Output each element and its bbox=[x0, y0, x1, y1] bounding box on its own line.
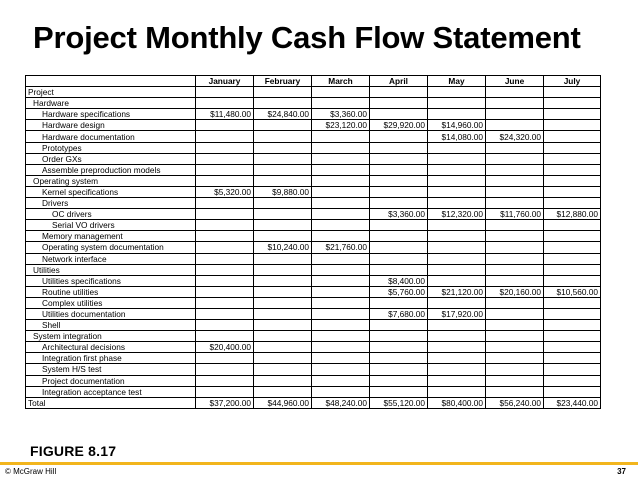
cell-value: $44,960.00 bbox=[254, 397, 312, 408]
cell-value bbox=[428, 153, 486, 164]
cell-value bbox=[254, 386, 312, 397]
cell-value: $48,240.00 bbox=[312, 397, 370, 408]
cell-value bbox=[370, 198, 428, 209]
cell-value bbox=[486, 264, 544, 275]
table-row bbox=[26, 253, 601, 264]
cell-value bbox=[486, 142, 544, 153]
cell-value bbox=[196, 98, 254, 109]
cell-value bbox=[312, 253, 370, 264]
row-label: Kernel specifications bbox=[26, 186, 196, 197]
cell-value: $24,840.00 bbox=[254, 109, 312, 120]
cell-value bbox=[544, 175, 601, 186]
column-header bbox=[26, 76, 196, 87]
cell-value bbox=[254, 231, 312, 242]
row-label: Hardware documentation bbox=[26, 131, 196, 142]
cell-value bbox=[254, 175, 312, 186]
table-row bbox=[26, 87, 601, 98]
cell-value: $14,960.00 bbox=[428, 120, 486, 131]
cell-value bbox=[254, 98, 312, 109]
cash-flow-table bbox=[25, 75, 601, 409]
cell-value bbox=[370, 142, 428, 153]
cell-value bbox=[254, 353, 312, 364]
table-row bbox=[26, 264, 601, 275]
row-label: Shell bbox=[26, 320, 196, 331]
table-row bbox=[26, 220, 601, 231]
cell-value bbox=[196, 286, 254, 297]
cell-value bbox=[312, 131, 370, 142]
cell-value: $24,320.00 bbox=[486, 131, 544, 142]
cell-value bbox=[196, 297, 254, 308]
cell-value bbox=[544, 220, 601, 231]
cell-value bbox=[544, 231, 601, 242]
row-label: Utilities documentation bbox=[26, 308, 196, 319]
cell-value bbox=[254, 286, 312, 297]
cell-value bbox=[196, 220, 254, 231]
cell-value: $7,680.00 bbox=[370, 308, 428, 319]
cell-value bbox=[486, 386, 544, 397]
cell-value bbox=[370, 242, 428, 253]
cell-value: $11,480.00 bbox=[196, 109, 254, 120]
figure-label: FIGURE 8.17 bbox=[30, 443, 117, 459]
cell-value bbox=[544, 264, 601, 275]
table-row bbox=[26, 142, 601, 153]
cell-value bbox=[370, 253, 428, 264]
cell-value bbox=[312, 98, 370, 109]
cell-value: $3,360.00 bbox=[312, 109, 370, 120]
cell-value bbox=[312, 286, 370, 297]
row-label: Hardware specifications bbox=[26, 109, 196, 120]
cell-value bbox=[312, 342, 370, 353]
cell-value bbox=[544, 375, 601, 386]
row-label: Network interface bbox=[26, 253, 196, 264]
table-row bbox=[26, 98, 601, 109]
table-row bbox=[26, 308, 601, 319]
table-row bbox=[26, 364, 601, 375]
cell-value bbox=[254, 308, 312, 319]
cell-value bbox=[486, 275, 544, 286]
cell-value bbox=[312, 264, 370, 275]
cell-value: $11,760.00 bbox=[486, 209, 544, 220]
cell-value: $55,120.00 bbox=[370, 397, 428, 408]
table-row bbox=[26, 186, 601, 197]
cell-value: $17,920.00 bbox=[428, 308, 486, 319]
cell-value bbox=[312, 375, 370, 386]
table-row bbox=[26, 153, 601, 164]
cell-value bbox=[544, 120, 601, 131]
cell-value: $12,880.00 bbox=[544, 209, 601, 220]
page-number: 37 bbox=[617, 467, 626, 476]
footer-accent-bar bbox=[0, 462, 638, 465]
column-header-january: January bbox=[196, 76, 254, 87]
cell-value bbox=[370, 353, 428, 364]
cell-value bbox=[428, 186, 486, 197]
cell-value bbox=[312, 231, 370, 242]
cell-value bbox=[196, 164, 254, 175]
cell-value bbox=[196, 209, 254, 220]
cell-value bbox=[196, 275, 254, 286]
cell-value bbox=[486, 231, 544, 242]
cell-value bbox=[370, 231, 428, 242]
cell-value bbox=[486, 220, 544, 231]
cell-value bbox=[544, 275, 601, 286]
table-row bbox=[26, 297, 601, 308]
cell-value bbox=[544, 98, 601, 109]
column-header-june: June bbox=[486, 76, 544, 87]
cell-value: $5,760.00 bbox=[370, 286, 428, 297]
cell-value bbox=[428, 109, 486, 120]
cell-value bbox=[254, 198, 312, 209]
table-header bbox=[26, 76, 601, 87]
row-label: Total bbox=[26, 397, 196, 408]
cell-value bbox=[428, 220, 486, 231]
row-label: Integration first phase bbox=[26, 353, 196, 364]
cell-value: $23,120.00 bbox=[312, 120, 370, 131]
cell-value bbox=[370, 264, 428, 275]
cell-value bbox=[254, 253, 312, 264]
cell-value bbox=[486, 297, 544, 308]
cell-value bbox=[428, 98, 486, 109]
cell-value bbox=[312, 353, 370, 364]
cell-value bbox=[254, 209, 312, 220]
cell-value: $8,400.00 bbox=[370, 275, 428, 286]
cell-value bbox=[544, 198, 601, 209]
cell-value bbox=[312, 220, 370, 231]
cell-value bbox=[196, 253, 254, 264]
cell-value bbox=[544, 164, 601, 175]
cell-value bbox=[196, 131, 254, 142]
cell-value bbox=[370, 175, 428, 186]
table-row bbox=[26, 397, 601, 408]
table-row bbox=[26, 286, 601, 297]
cell-value bbox=[486, 242, 544, 253]
cell-value bbox=[486, 253, 544, 264]
cell-value: $29,920.00 bbox=[370, 120, 428, 131]
cell-value bbox=[428, 375, 486, 386]
column-header-july: July bbox=[544, 76, 601, 87]
row-label: Order GXs bbox=[26, 153, 196, 164]
table-row bbox=[26, 275, 601, 286]
cell-value bbox=[254, 131, 312, 142]
cell-value bbox=[196, 87, 254, 98]
cell-value bbox=[312, 308, 370, 319]
row-label: Drivers bbox=[26, 198, 196, 209]
cell-value bbox=[544, 297, 601, 308]
cell-value bbox=[312, 164, 370, 175]
cell-value bbox=[312, 142, 370, 153]
cell-value bbox=[486, 120, 544, 131]
row-label: OC drivers bbox=[26, 209, 196, 220]
row-label: Prototypes bbox=[26, 142, 196, 153]
cell-value bbox=[312, 175, 370, 186]
cell-value bbox=[196, 231, 254, 242]
cell-value bbox=[486, 87, 544, 98]
cell-value bbox=[196, 153, 254, 164]
cell-value bbox=[254, 142, 312, 153]
cell-value: $20,400.00 bbox=[196, 342, 254, 353]
cell-value bbox=[428, 275, 486, 286]
table-row bbox=[26, 131, 601, 142]
cell-value bbox=[196, 375, 254, 386]
cell-value bbox=[428, 231, 486, 242]
cell-value bbox=[196, 320, 254, 331]
cell-value bbox=[370, 153, 428, 164]
cell-value bbox=[196, 353, 254, 364]
cell-value bbox=[486, 353, 544, 364]
cell-value bbox=[312, 87, 370, 98]
cell-value bbox=[196, 386, 254, 397]
cell-value bbox=[312, 186, 370, 197]
cell-value bbox=[486, 109, 544, 120]
cell-value bbox=[544, 364, 601, 375]
cell-value bbox=[254, 375, 312, 386]
cell-value bbox=[486, 164, 544, 175]
cell-value bbox=[370, 98, 428, 109]
cell-value bbox=[196, 364, 254, 375]
cell-value bbox=[370, 87, 428, 98]
cell-value: $3,360.00 bbox=[370, 209, 428, 220]
cell-value: $10,560.00 bbox=[544, 286, 601, 297]
cell-value: $56,240.00 bbox=[486, 397, 544, 408]
cell-value bbox=[196, 242, 254, 253]
cell-value bbox=[428, 175, 486, 186]
table-row bbox=[26, 109, 601, 120]
row-label: Hardware design bbox=[26, 120, 196, 131]
cell-value bbox=[370, 364, 428, 375]
cell-value bbox=[428, 386, 486, 397]
table-row bbox=[26, 242, 601, 253]
cell-value bbox=[254, 164, 312, 175]
table-row bbox=[26, 209, 601, 220]
cell-value bbox=[254, 153, 312, 164]
cell-value bbox=[370, 297, 428, 308]
cell-value bbox=[428, 342, 486, 353]
cell-value bbox=[254, 364, 312, 375]
table-row bbox=[26, 320, 601, 331]
cell-value: $10,240.00 bbox=[254, 242, 312, 253]
cell-value bbox=[544, 320, 601, 331]
table-row bbox=[26, 175, 601, 186]
cell-value bbox=[486, 175, 544, 186]
cell-value bbox=[544, 131, 601, 142]
cell-value bbox=[196, 175, 254, 186]
cell-value bbox=[428, 87, 486, 98]
cell-value bbox=[254, 120, 312, 131]
cell-value bbox=[370, 131, 428, 142]
cell-value bbox=[428, 264, 486, 275]
cell-value bbox=[254, 275, 312, 286]
cell-value bbox=[370, 109, 428, 120]
cell-value bbox=[254, 331, 312, 342]
cell-value: $37,200.00 bbox=[196, 397, 254, 408]
cell-value bbox=[370, 164, 428, 175]
row-label: Architectural decisions bbox=[26, 342, 196, 353]
row-label: Utilities bbox=[26, 264, 196, 275]
table-row bbox=[26, 198, 601, 209]
cell-value bbox=[312, 331, 370, 342]
cell-value: $12,320.00 bbox=[428, 209, 486, 220]
cell-value bbox=[312, 297, 370, 308]
cell-value bbox=[544, 342, 601, 353]
cell-value bbox=[312, 320, 370, 331]
cell-value bbox=[254, 220, 312, 231]
cell-value bbox=[254, 342, 312, 353]
cell-value bbox=[370, 320, 428, 331]
column-header-february: February bbox=[254, 76, 312, 87]
table-row bbox=[26, 120, 601, 131]
row-label: Integration acceptance test bbox=[26, 386, 196, 397]
cell-value bbox=[196, 120, 254, 131]
cell-value bbox=[486, 320, 544, 331]
cell-value: $20,160.00 bbox=[486, 286, 544, 297]
cell-value bbox=[428, 242, 486, 253]
cell-value bbox=[428, 198, 486, 209]
cell-value bbox=[196, 308, 254, 319]
cell-value bbox=[196, 198, 254, 209]
row-label: Operating system bbox=[26, 175, 196, 186]
cell-value: $80,400.00 bbox=[428, 397, 486, 408]
cell-value bbox=[428, 331, 486, 342]
cell-value bbox=[428, 253, 486, 264]
cell-value bbox=[544, 109, 601, 120]
column-header-april: April bbox=[370, 76, 428, 87]
cell-value bbox=[544, 153, 601, 164]
row-label: System integration bbox=[26, 331, 196, 342]
cell-value bbox=[196, 264, 254, 275]
row-label: Assemble preproduction models bbox=[26, 164, 196, 175]
table-row bbox=[26, 342, 601, 353]
cell-value bbox=[312, 364, 370, 375]
cell-value bbox=[486, 198, 544, 209]
cell-value bbox=[428, 297, 486, 308]
cell-value bbox=[486, 364, 544, 375]
page-title: Project Monthly Cash Flow Statement bbox=[33, 20, 581, 55]
cell-value bbox=[544, 142, 601, 153]
table-body bbox=[26, 87, 601, 409]
copyright-text: © McGraw Hill bbox=[5, 467, 57, 476]
cell-value bbox=[544, 353, 601, 364]
row-label: Project bbox=[26, 87, 196, 98]
cell-value bbox=[312, 209, 370, 220]
table-row bbox=[26, 375, 601, 386]
cell-value bbox=[544, 87, 601, 98]
table-row bbox=[26, 231, 601, 242]
row-label: System H/S test bbox=[26, 364, 196, 375]
cell-value bbox=[370, 220, 428, 231]
cell-value bbox=[428, 142, 486, 153]
cell-value: $21,120.00 bbox=[428, 286, 486, 297]
cell-value bbox=[486, 375, 544, 386]
column-header-may: May bbox=[428, 76, 486, 87]
cell-value bbox=[312, 153, 370, 164]
cell-value bbox=[312, 386, 370, 397]
cell-value bbox=[196, 331, 254, 342]
cell-value: $21,760.00 bbox=[312, 242, 370, 253]
cell-value bbox=[428, 364, 486, 375]
cell-value bbox=[254, 264, 312, 275]
cell-value bbox=[486, 98, 544, 109]
cell-value: $14,080.00 bbox=[428, 131, 486, 142]
row-label: Project documentation bbox=[26, 375, 196, 386]
row-label: Serial VO drivers bbox=[26, 220, 196, 231]
row-label: Complex utilities bbox=[26, 297, 196, 308]
row-label: Hardware bbox=[26, 98, 196, 109]
cell-value bbox=[428, 164, 486, 175]
cell-value bbox=[312, 275, 370, 286]
cell-value bbox=[544, 331, 601, 342]
cell-value bbox=[370, 331, 428, 342]
cell-value bbox=[370, 386, 428, 397]
cell-value bbox=[254, 297, 312, 308]
row-label: Memory management bbox=[26, 231, 196, 242]
cell-value bbox=[428, 353, 486, 364]
header-row bbox=[26, 76, 601, 87]
table-row bbox=[26, 331, 601, 342]
cell-value bbox=[312, 198, 370, 209]
cell-value: $23,440.00 bbox=[544, 397, 601, 408]
cell-value bbox=[544, 308, 601, 319]
cell-value bbox=[544, 186, 601, 197]
cell-value bbox=[370, 342, 428, 353]
cell-value bbox=[486, 186, 544, 197]
cell-value bbox=[486, 331, 544, 342]
row-label: Utilities specifications bbox=[26, 275, 196, 286]
cell-value bbox=[370, 186, 428, 197]
cell-value bbox=[370, 375, 428, 386]
cell-value bbox=[428, 320, 486, 331]
cell-value bbox=[544, 253, 601, 264]
table-row bbox=[26, 386, 601, 397]
cell-value: $5,320.00 bbox=[196, 186, 254, 197]
row-label: Routine utilities bbox=[26, 286, 196, 297]
column-header-march: March bbox=[312, 76, 370, 87]
cell-value bbox=[196, 142, 254, 153]
row-label: Operating system documentation bbox=[26, 242, 196, 253]
cell-value bbox=[254, 87, 312, 98]
cell-value bbox=[486, 308, 544, 319]
cell-value bbox=[254, 320, 312, 331]
cell-value bbox=[486, 153, 544, 164]
cell-value: $9,880.00 bbox=[254, 186, 312, 197]
cell-value bbox=[486, 342, 544, 353]
cell-value bbox=[544, 242, 601, 253]
cell-value bbox=[544, 386, 601, 397]
table-row bbox=[26, 164, 601, 175]
table-row bbox=[26, 353, 601, 364]
